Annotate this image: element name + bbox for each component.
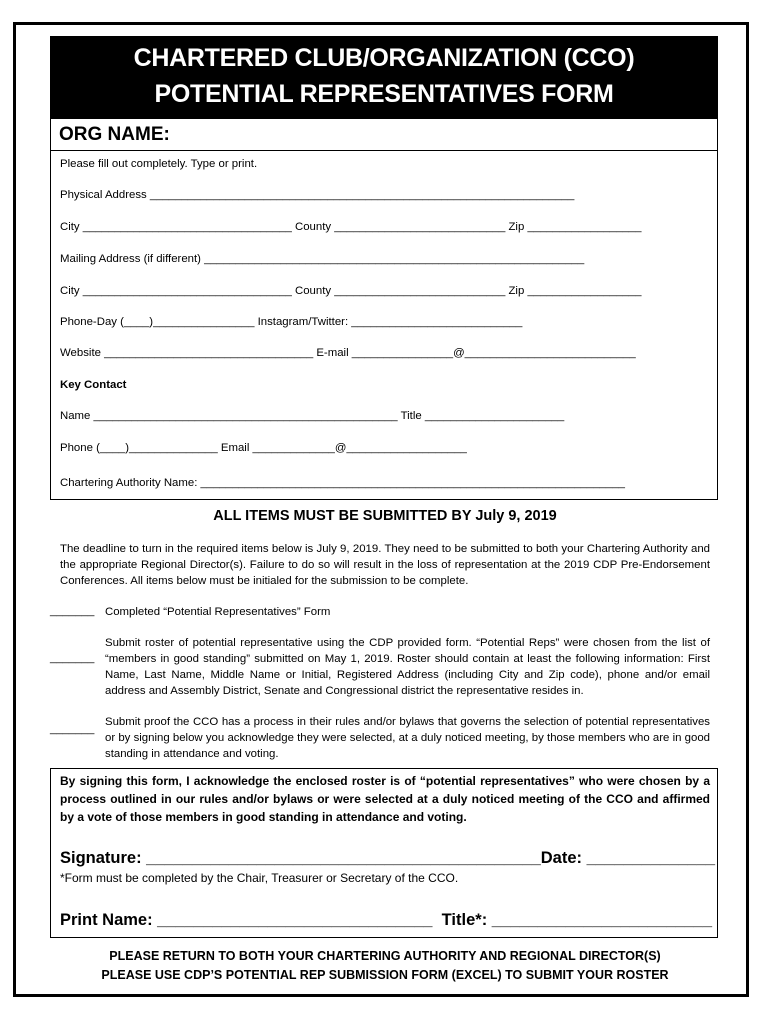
acknowledgement-text: By signing this form, I acknowledge the enclosed roster is of “potential representatives” who were chosen by a process outlined in our rules and/or bylaws or were selected at a duly noticed meeting of the CCO and affirmed by a vote of those members in good standing in attendance and voting. <box>60 774 710 824</box>
footer-line-1: PLEASE RETURN TO BOTH YOUR CHARTERING AUTHORITY AND REGIONAL DIRECTOR(S) <box>109 949 661 963</box>
initial-blank-2: _______ <box>50 652 95 664</box>
instructions-text: Please fill out completely. Type or print. <box>60 158 258 170</box>
contact-phone-email-field: Phone (____)______________ Email _____________@___________________ <box>60 442 467 454</box>
deadline-paragraph: The deadline to turn in the required items below is July 9, 2019. They need to be submitted to both your Chartering Authority and the appropriate Regional Director(s). Failure to do so will result in the loss of representation at the 2019 CDP Pre-Endorsement Conferences. All items below must be initialed for the submission to be complete. <box>60 543 710 587</box>
org-name-label: ORG NAME: <box>59 124 170 145</box>
print-name-title-line: Print Name: ______________________________ Title*: ________________________ <box>60 911 713 929</box>
contact-name-title-field: Name ________________________________________________ Title ______________________ <box>60 410 565 422</box>
form-title-line1: CHARTERED CLUB/ORGANIZATION (CCO) <box>133 44 635 72</box>
city-county-zip-field: City _________________________________ County ___________________________ Zip __________________ <box>60 221 642 233</box>
initial-blank-3: _______ <box>50 723 95 735</box>
initial-blank-1: _______ <box>50 605 95 617</box>
deadline-title: ALL ITEMS MUST BE SUBMITTED BY July 9, 2019 <box>213 508 557 524</box>
signature-note: *Form must be completed by the Chair, Treasurer or Secretary of the CCO. <box>60 871 459 885</box>
checklist-item-2: Submit roster of potential representative using the CDP provided form. “Potential Reps” were chosen from the list of “members in good standing” submitted on May 1, 2019. Roster should contain at least the following information: First Name, Last Name, Middle Name or Initial, Registered Address (including City and Zip code), phone and/or email address and Assembly District, Senate and Congressional district the representative resides in. <box>105 637 710 697</box>
physical-address-field: Physical Address ___________________________________________________________________ <box>60 189 575 201</box>
signature-date-line: Signature: ___________________________________________Date: ______________ <box>60 849 716 867</box>
form-header <box>50 36 718 118</box>
chartering-authority-field: Chartering Authority Name: ___________________________________________________________________ <box>60 477 625 489</box>
mailing-city-county-zip-field: City _________________________________ County ___________________________ Zip __________________ <box>60 285 642 297</box>
footer-line-2: PLEASE USE CDP’S POTENTIAL REP SUBMISSION FORM (EXCEL) TO SUBMIT YOUR ROSTER <box>101 968 669 982</box>
key-contact-heading: Key Contact <box>60 379 127 391</box>
phone-day-field: Phone-Day (____)________________ Instagram/Twitter: ___________________________ <box>60 316 523 328</box>
checklist-item-3: Submit proof the CCO has a process in their rules and/or bylaws that governs the selection of potential representatives or by signing below you acknowledge they were selected, at a duly noticed meeting, by those members who are in good standing in attendance and voting. <box>105 716 710 760</box>
checklist-item-1: Completed “Potential Representatives” Form <box>105 606 331 618</box>
website-email-field: Website _________________________________ E-mail ________________@___________________________ <box>60 347 636 359</box>
mailing-address-field: Mailing Address (if different) ____________________________________________________________ <box>60 253 585 265</box>
form-title-line2: POTENTIAL REPRESENTATIVES FORM <box>154 80 614 108</box>
